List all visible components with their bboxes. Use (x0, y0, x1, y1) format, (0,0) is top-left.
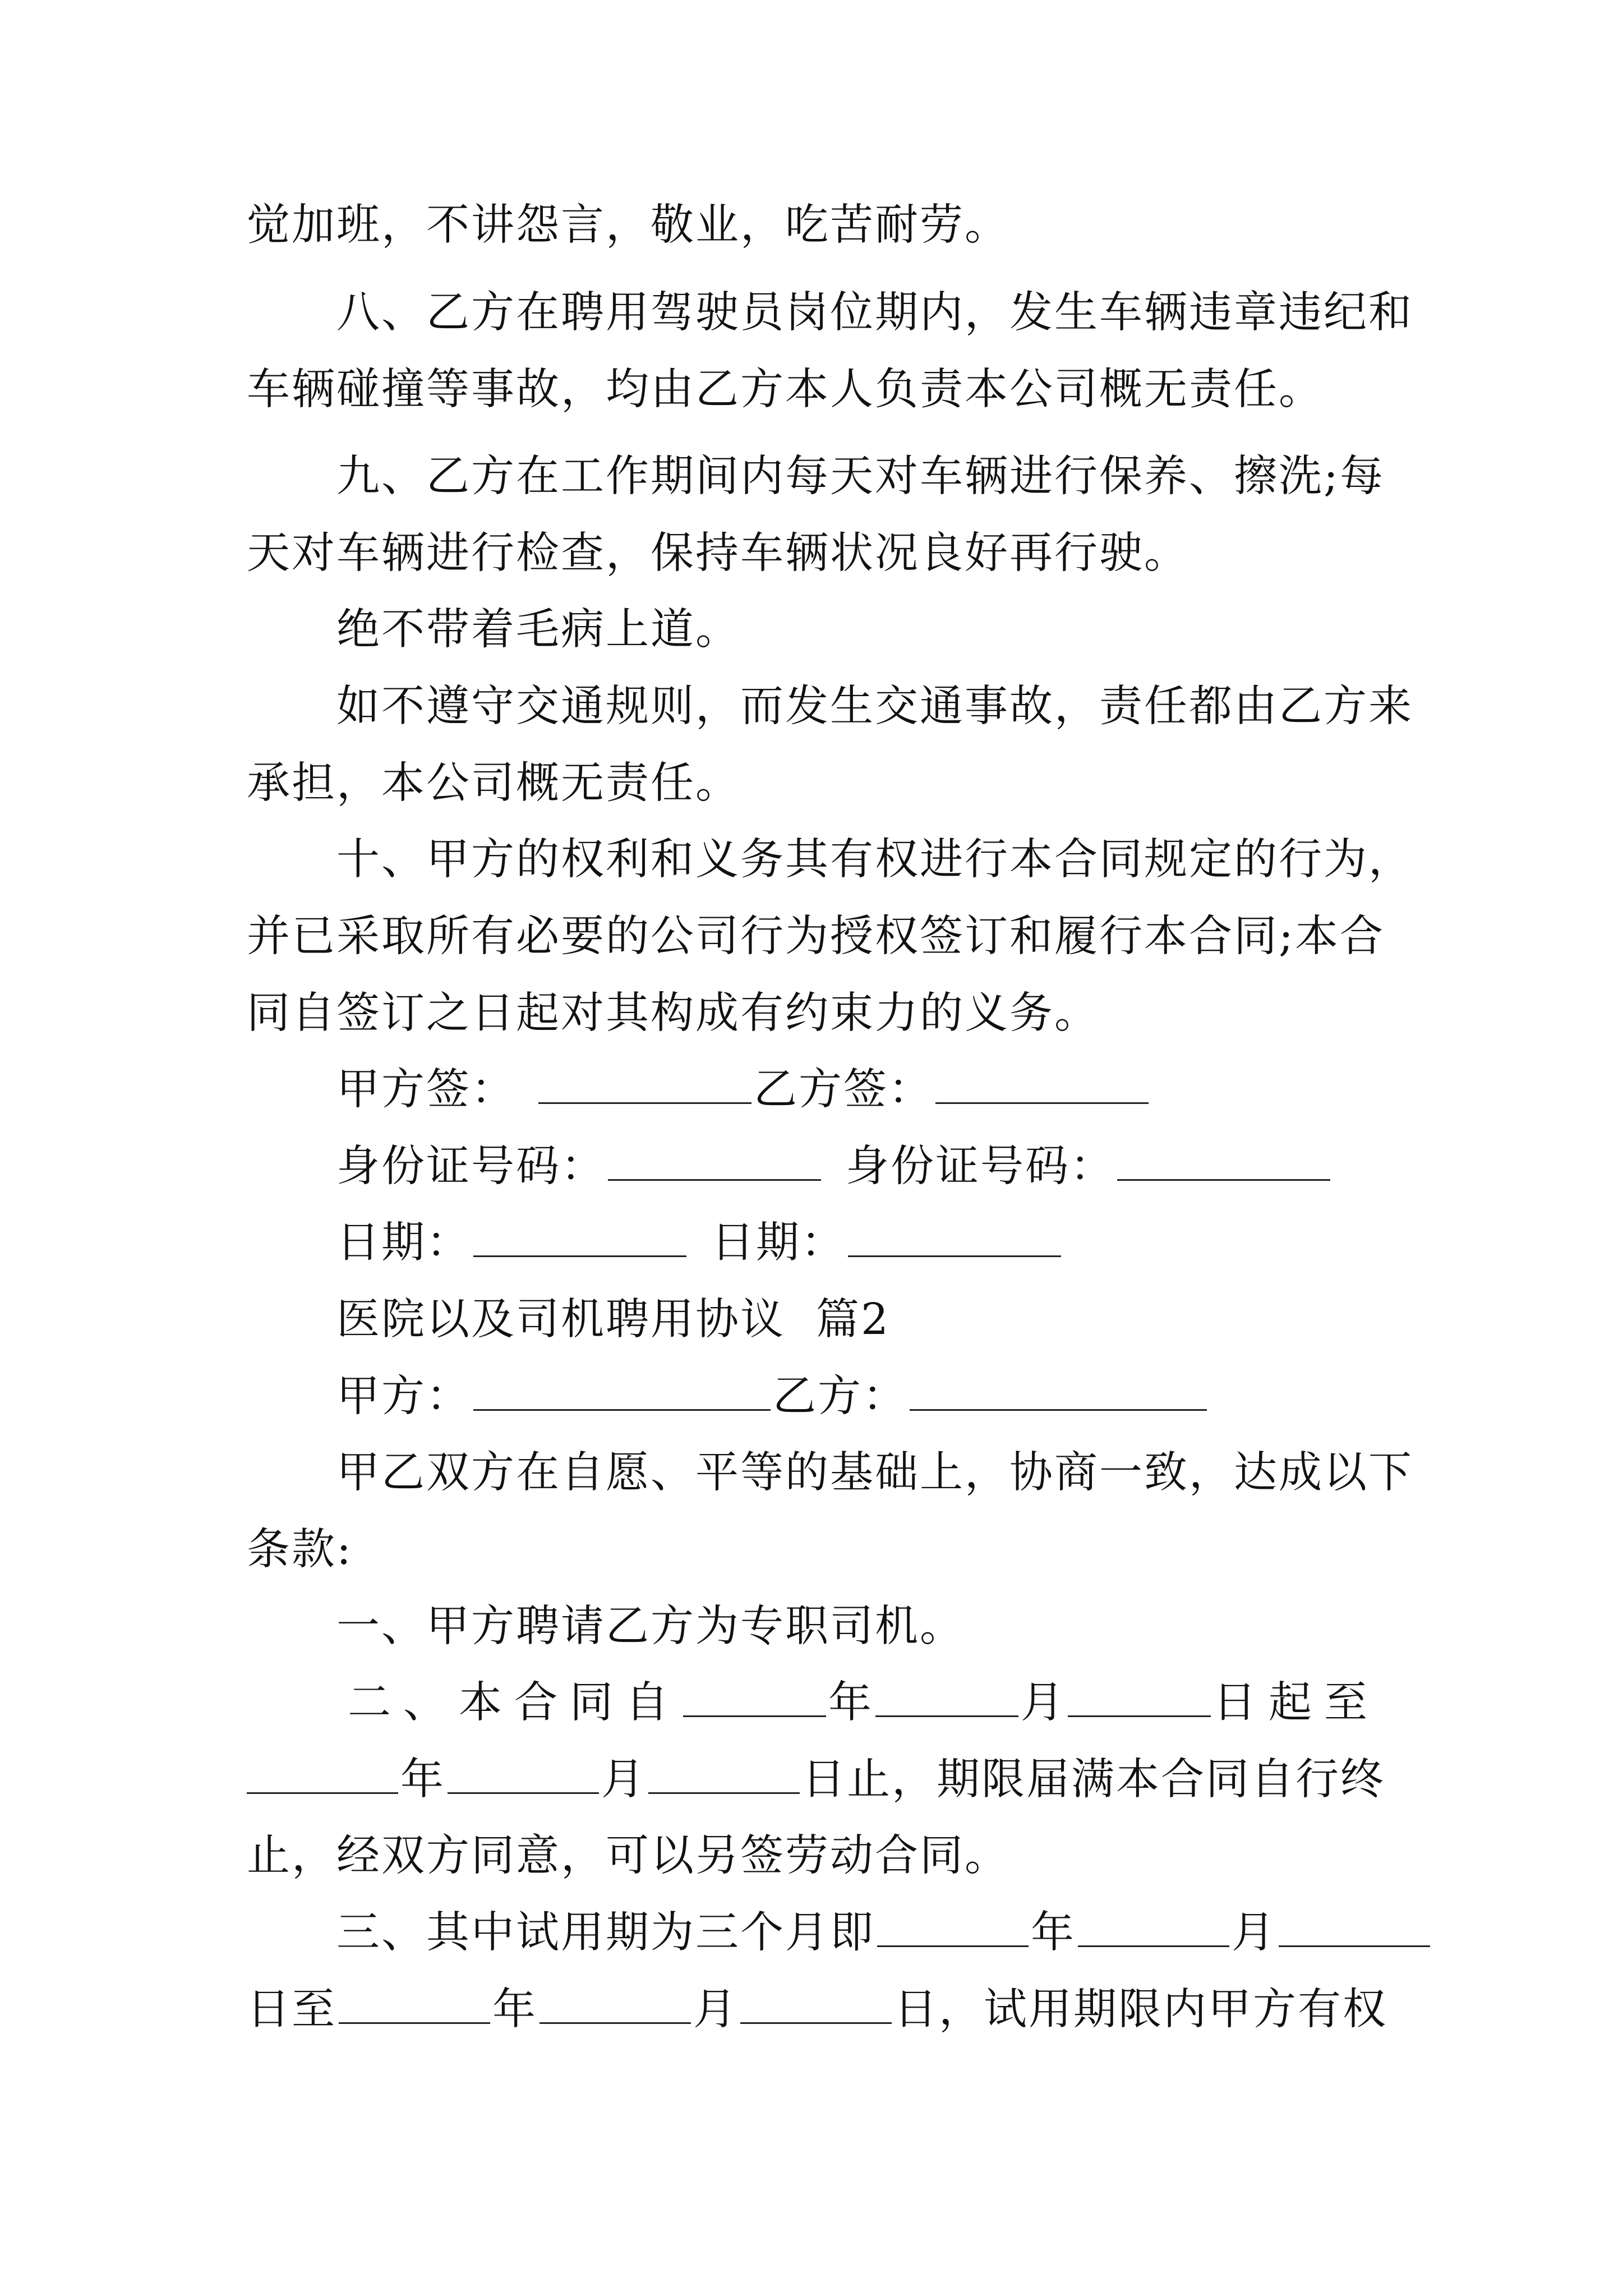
month-label: 月 (601, 1755, 646, 1805)
start-year-blank (683, 1676, 826, 1717)
contract-term-prefix: 二、本合同自 (348, 1678, 681, 1728)
party-b-label: 乙方： (773, 1372, 907, 1421)
end-year-blank (247, 1753, 398, 1794)
paragraph-line: 八、乙方在聘用驾驶员岗位期内，发生车辆违章违纪和 (336, 288, 1413, 338)
party-b-date-blank (848, 1216, 1061, 1257)
month-label: 月 (693, 1985, 738, 2035)
month-label: 月 (1232, 1908, 1276, 1958)
party-a-date-blank (473, 1216, 686, 1257)
party-a-id-blank (608, 1140, 821, 1181)
party-a-blank (473, 1370, 771, 1411)
paragraph-line: 如不遵守交通规则，而发生交通事故，责任都由乙方来 (336, 682, 1413, 731)
paragraph-line: 条款: (247, 1525, 353, 1575)
paragraph-line: 止，经双方同意，可以另签劳动合同。 (247, 1831, 1009, 1881)
party-b-id-blank (1117, 1140, 1330, 1181)
party-b-date-label: 日期： (711, 1218, 846, 1268)
start-month-blank (875, 1676, 1018, 1717)
parties-row (336, 1369, 1209, 1425)
paragraph-line: 天对车辆进行检查，保持车辆状况良好再行驶。 (247, 528, 1189, 578)
party-a-label: 甲方： (336, 1372, 471, 1421)
paragraph-line: 同自签订之日起对其构成有约束力的义务。 (247, 988, 1099, 1038)
paragraph-line: 十、甲方的权利和义务其有权进行本合同规定的行为， (336, 835, 1413, 885)
probation-start-month-blank (1078, 1906, 1229, 1947)
probation-end-day-blank (740, 1983, 892, 2024)
paragraph-line: 绝不带着毛病上道。 (336, 605, 740, 655)
contract-term-suffix: 日止，期限届满本合同自行终 (802, 1755, 1385, 1805)
probation-row (336, 1905, 1432, 1961)
probation-row-2 (247, 1982, 1387, 2038)
probation-start-day-blank (1279, 1906, 1430, 1947)
probation-prefix: 三、其中试用期为三个月即 (336, 1908, 875, 1958)
contract-term-row (348, 1675, 1380, 1731)
probation-start-year-blank (877, 1906, 1029, 1947)
probation-end-month-blank (540, 1983, 691, 2024)
party-a-sign-label: 甲方签： (336, 1065, 516, 1115)
paragraph-line: 车辆碰撞等事故，均由乙方本人负责本公司概无责任。 (247, 365, 1324, 415)
day-to-label: 日至 (247, 1985, 336, 2035)
party-b-blank (910, 1370, 1207, 1411)
date-row (336, 1215, 1063, 1271)
paragraph-line: 一、甲方聘请乙方为专职司机。 (336, 1602, 965, 1651)
party-b-id-label: 身份证号码： (846, 1142, 1115, 1191)
start-day-blank (1068, 1676, 1211, 1717)
paragraph-line: 九、乙方在工作期间内每天对车辆进行保养、擦洗;每 (336, 452, 1385, 501)
party-a-sign-blank (538, 1063, 751, 1104)
day-from-label: 日起至 (1213, 1678, 1380, 1728)
probation-end-year-blank (339, 1983, 490, 2024)
signature-row (336, 1062, 1151, 1118)
year-label: 年 (1031, 1908, 1076, 1958)
id-row (336, 1139, 1332, 1195)
end-day-blank (648, 1753, 800, 1794)
year-label: 年 (828, 1678, 873, 1728)
party-a-date-label: 日期： (336, 1218, 471, 1268)
month-label: 月 (1021, 1678, 1066, 1728)
section-title: 医院以及司机聘用协议 篇2 (336, 1295, 890, 1345)
paragraph-line: 甲乙双方在自愿、平等的基础上，协商一致，达成以下 (336, 1448, 1413, 1498)
end-month-blank (448, 1753, 599, 1794)
paragraph-line: 承担，本公司概无责任。 (247, 758, 740, 808)
contract-term-row-2 (247, 1752, 1385, 1808)
paragraph-line: 并已采取所有必要的公司行为授权签订和履行本合同;本合 (247, 912, 1385, 961)
probation-suffix: 日，试用期限内甲方有权 (894, 1985, 1387, 2035)
year-label: 年 (492, 1985, 537, 2035)
paragraph-line: 觉加班，不讲怨言，敬业，吃苦耐劳。 (247, 200, 1009, 250)
party-b-sign-label: 乙方签： (754, 1065, 933, 1115)
party-b-sign-blank (935, 1063, 1149, 1104)
party-a-id-label: 身份证号码： (336, 1142, 606, 1191)
year-label: 年 (400, 1755, 445, 1805)
